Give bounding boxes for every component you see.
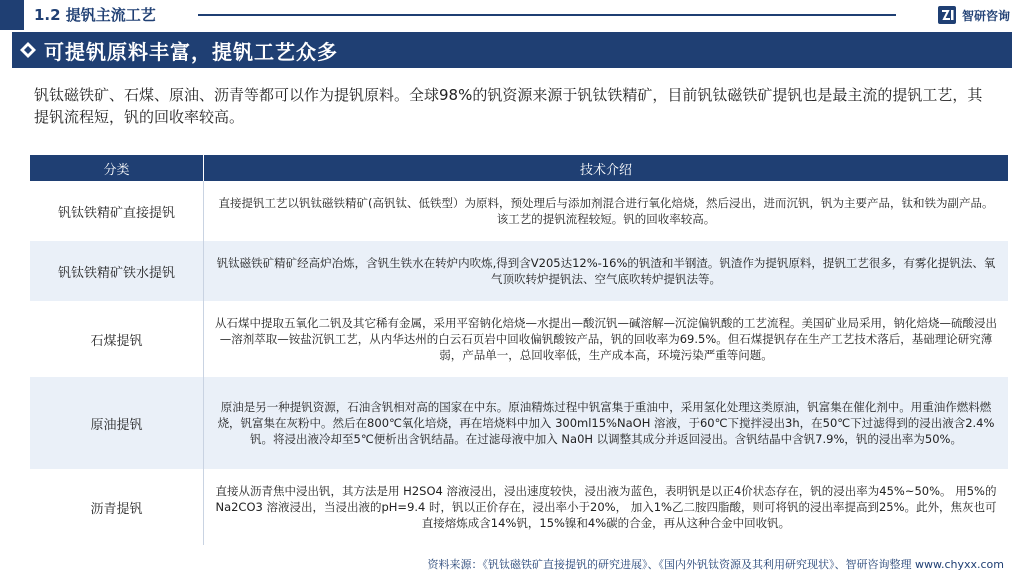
header-description: 技术介绍 <box>579 162 632 178</box>
row-description: 直接提钒工艺以钒钛磁铁精矿(高钒钛、低铁型）为原料，预处理后与添加剂混合进行氧化焙烧，然后浸出，进而沉钒，钒为主要产品，钛和铁为副产品。该工艺的提钒流程较短。钒的回收率较高。 <box>218 196 994 226</box>
title-accent-block <box>0 0 24 30</box>
row-description: 钒钛磁铁矿精矿经高炉冶炼，含钒生铁水在转炉内吹炼,得到含V205达12%-16%的钒渣和半钢渣。钒渣作为提钒原料，提钒工艺很多，有雾化提钒法、氧气顶吹转炉提钒法、空气底吹转炉提钒法等。 <box>216 256 996 286</box>
top-bar <box>0 0 1024 30</box>
intro-paragraph: 钒钛磁铁矿、石煤、原油、沥青等都可以作为提钒原料。全球98%的钒资源来源于钒钛铁精矿，目前钒钛磁铁矿提钒也是最主流的提钒工艺，其提钒流程短，钒的回收率较高。 <box>34 86 983 126</box>
table-row <box>30 377 1008 469</box>
row-description: 直接从沥青焦中浸出钒，其方法是用 H2SO4 溶液浸出，浸出速度较快，浸出液为蓝色，表明钒是以正4价状态存在，钒的浸出率为45%~50%。 用5%的 Na2CO3 溶液浸出，当浸出液的pH=9.4 时，钒以正价存在，浸出率小于20%， 加入1%乙二胺四脂酸，则可将钒的浸出率提高到25%。此外，焦灰也可直接熔炼成含14%钒，15%镍和4%碳的合金，再从这种合金中回收钒。 <box>215 484 997 530</box>
row-category: 钒钛铁精矿直接提钒 <box>30 181 204 241</box>
row-description: 从石煤中提取五氧化二钒及其它稀有金属，采用平窑钠化焙烧—水提出—酸沉钒—碱溶解—沉淀偏钒酸的工艺流程。美国矿业局采用，钠化焙烧—硫酸浸出—溶剂萃取—铵盐沉钒工艺，从内华达州的白云石页岩中回收偏钒酸铵产品，钒的回收率为69.5%。但石煤提钒存在生产工艺技术落后，基础理论研究薄弱，产品单一，总回收率低，生产成本高，环境污染严重等问题。 <box>215 316 997 362</box>
row-category: 钒钛铁精矿铁水提钒 <box>30 241 204 301</box>
header-category: 分类 <box>30 155 204 181</box>
zhiyan-logo-icon <box>937 5 957 25</box>
header-rule <box>198 14 896 16</box>
diamond-bullet-icon <box>20 42 36 58</box>
table-row <box>30 469 1008 545</box>
table-row <box>30 301 1008 377</box>
brand <box>937 5 1010 25</box>
row-category: 原油提钒 <box>30 377 204 469</box>
table-row <box>30 181 1008 241</box>
banner-title: 可提钒原料丰富，提钒工艺众多 <box>44 40 338 64</box>
section-title: 1.2 提钒主流工艺 <box>34 6 156 24</box>
brand-name: 智研咨询 <box>961 8 1010 23</box>
process-table <box>30 155 1008 545</box>
title-banner <box>12 32 1012 68</box>
row-category: 沥青提钒 <box>30 469 204 545</box>
table-row <box>30 241 1008 301</box>
source-note: 资料来源：《钒钛磁铁矿直接提钒的研究进展》、《国内外钒钛资源及其利用研究现状》、智研咨询整理 www.chyxx.com <box>427 558 1004 571</box>
row-category: 石煤提钒 <box>30 301 204 377</box>
row-description: 原油是另一种提钒资源，石油含钒相对高的国家在中东。原油精炼过程中钒富集于重油中，采用氢化处理这类原油，钒富集在催化剂中。用重油作燃料燃烧，钒富集在灰粉中。然后在800℃氧化培烧，再在培烧料中加入 300ml15%NaOH 溶液，于60℃下搅拌浸出3h，在50℃下过滤得到的浸出液含2.4%钒。将浸出液冷却至5℃便析出含钒结晶。在过滤母液中加入 Na0H 以调整其成分并返回浸出。含钒结晶中含钒7.9%，钒的浸出率为50%。 <box>217 400 995 446</box>
table-header <box>30 155 1008 181</box>
